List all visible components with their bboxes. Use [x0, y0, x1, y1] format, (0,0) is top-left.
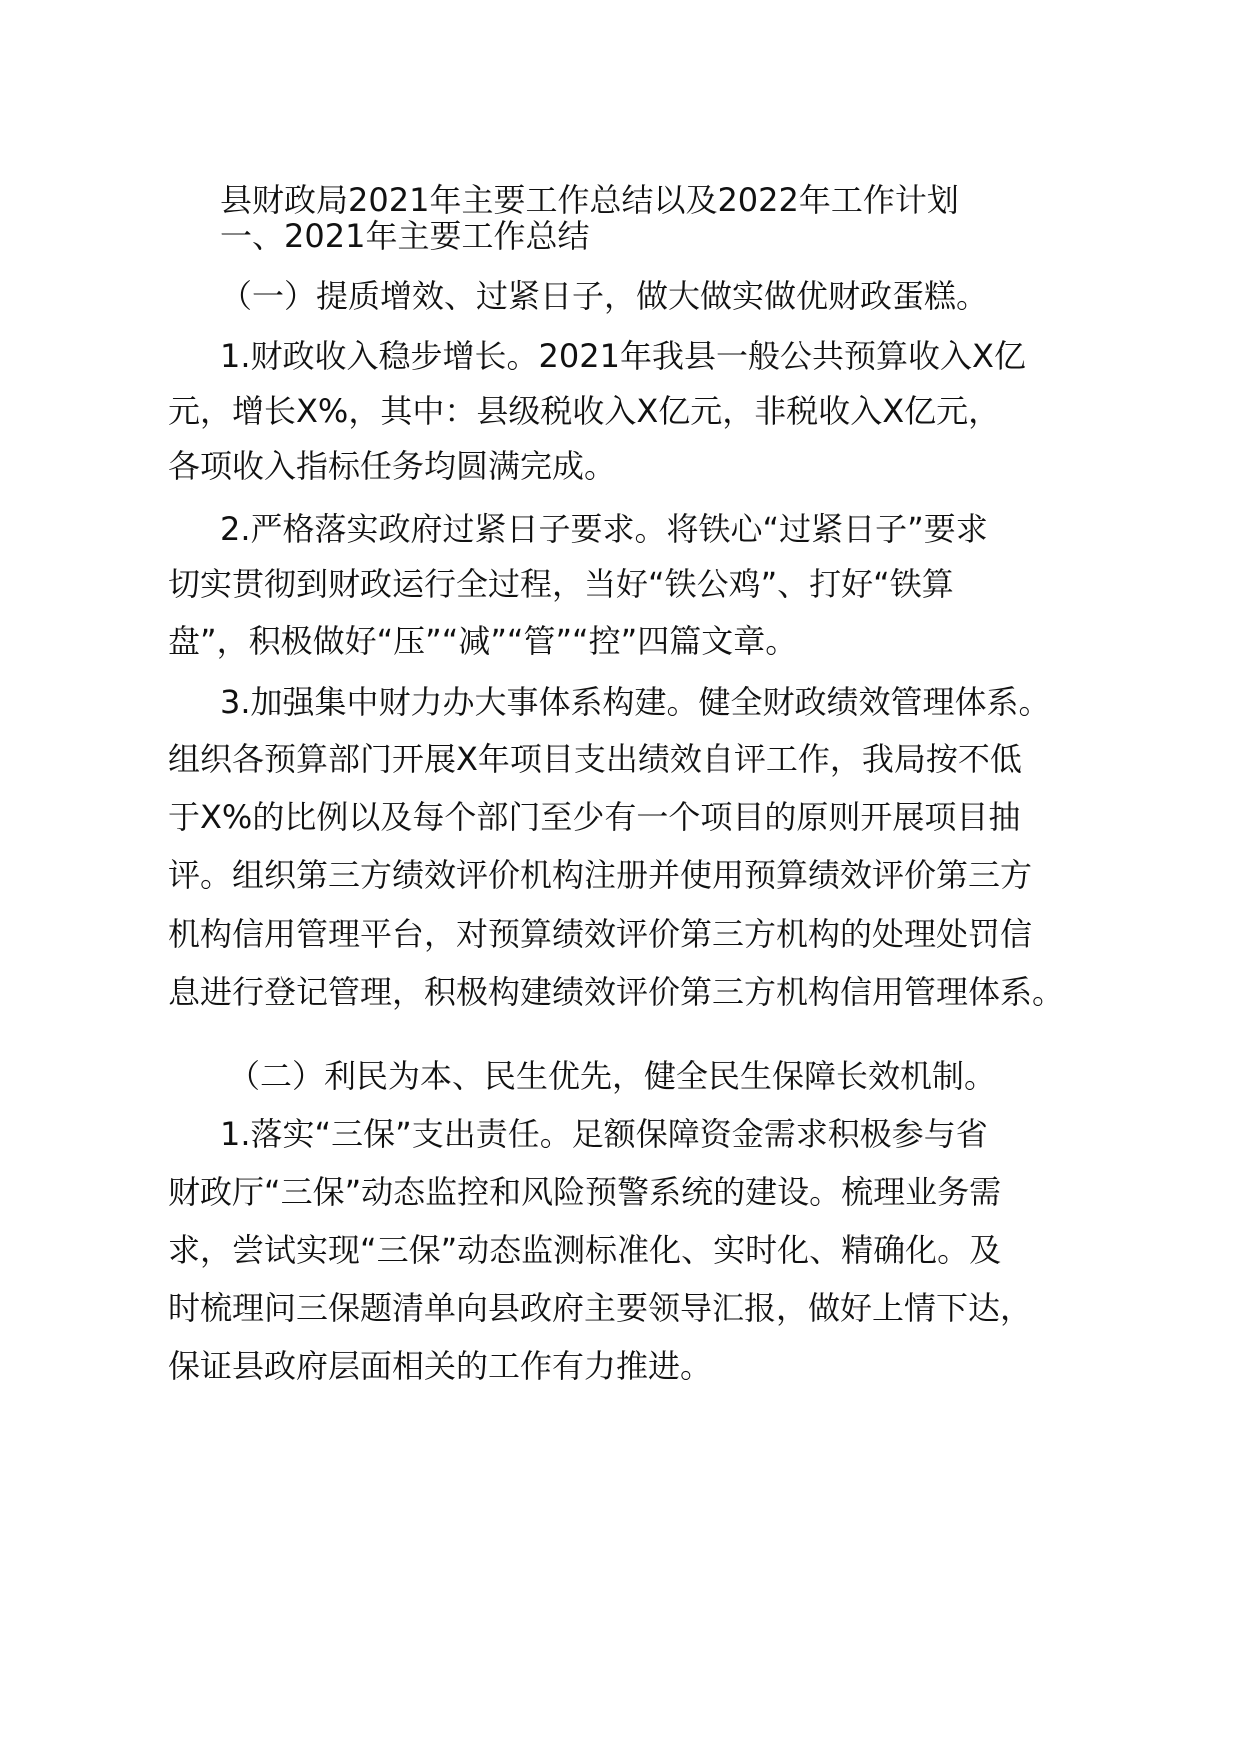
- subsection-heading-2: （二）利民为本、民生优先，健全民生保障长效机制。: [228, 1057, 997, 1095]
- paragraph-line: 息进行登记管理，积极构建绩效评价第三方机构信用管理体系。: [168, 973, 1065, 1011]
- paragraph-line: 求，尝试实现“三保”动态监测标准化、实时化、精确化。及: [168, 1231, 1002, 1269]
- paragraph-line: 3.加强集中财力办大事体系构建。健全财政绩效管理体系。: [220, 683, 1051, 721]
- paragraph-line: 于X%的比例以及每个部门至少有一个项目的原则开展项目抽: [168, 798, 1021, 836]
- paragraph-line: 1.财政收入稳步增长。2021年我县一般公共预算收入X亿: [220, 337, 1026, 375]
- paragraph-line: 2.严格落实政府过紧日子要求。将铁心“过紧日子”要求: [220, 510, 988, 548]
- paragraph-line: 财政厅“三保”动态监控和风险预警系统的建设。梳理业务需: [168, 1173, 1002, 1211]
- document-title: 县财政局2021年主要工作总结以及2022年工作计划: [220, 181, 959, 219]
- paragraph-line: 盘”，积极做好“压”“减”“管”“控”四篇文章。: [168, 622, 798, 660]
- subsection-heading-1: （一）提质增效、过紧日子，做大做实做优财政蛋糕。: [220, 277, 989, 315]
- paragraph-line: 元，增长X%，其中：县级税收入X亿元，非税收入X亿元，: [168, 392, 1001, 430]
- paragraph-line: 机构信用管理平台，对预算绩效评价第三方机构的处理处罚信: [168, 915, 1033, 953]
- paragraph-line: 保证县政府层面相关的工作有力推进。: [168, 1347, 713, 1385]
- paragraph-line: 各项收入指标任务均圆满完成。: [168, 447, 617, 485]
- paragraph-line: 评。组织第三方绩效评价机构注册并使用预算绩效评价第三方: [168, 856, 1033, 894]
- paragraph-line: 切实贯彻到财政运行全过程，当好“铁公鸡”、打好“铁算: [168, 565, 954, 603]
- section-heading-1: 一、2021年主要工作总结: [220, 217, 590, 255]
- paragraph-line: 时梳理问三保题清单向县政府主要领导汇报，做好上情下达，: [168, 1289, 1033, 1327]
- paragraph-line: 1.落实“三保”支出责任。足额保障资金需求积极参与省: [220, 1115, 988, 1153]
- paragraph-line: 组织各预算部门开展X年项目支出绩效自评工作，我局按不低: [168, 740, 1022, 778]
